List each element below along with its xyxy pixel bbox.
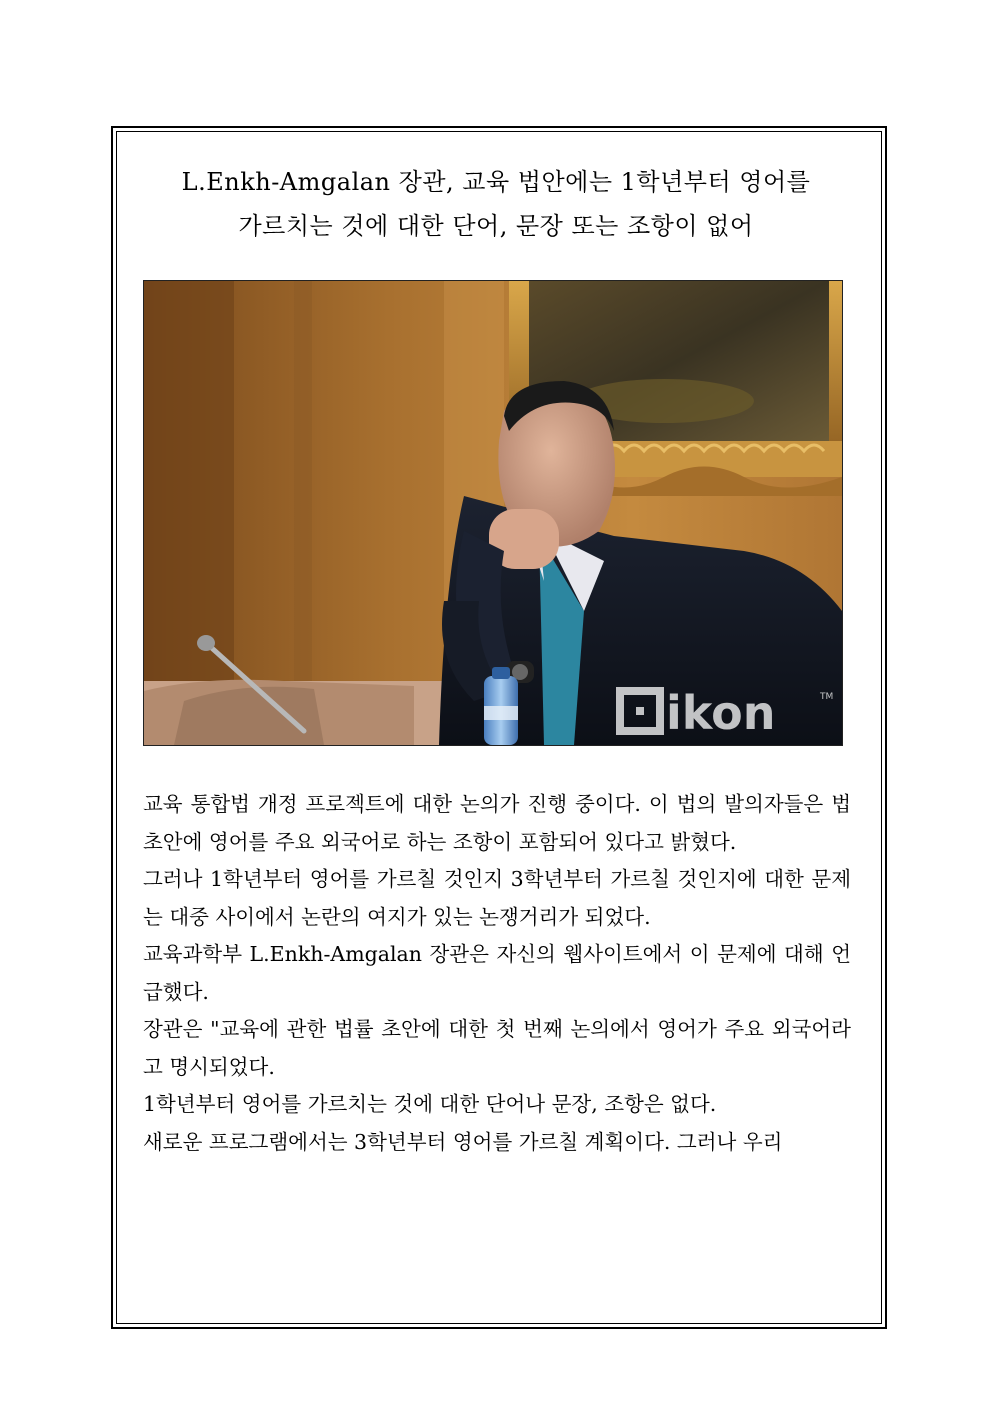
paragraph-4: 장관은 "교육에 관한 법률 초안에 대한 첫 번째 논의에서 영어가 주요 외국어라고 명시되었다. xyxy=(143,1017,851,1079)
article-body xyxy=(143,786,851,1161)
article-title xyxy=(140,160,852,248)
paragraph-1: 교육 통합법 개정 프로젝트에 대한 논의가 진행 중이다. 이 법의 발의자들은 법 초안에 영어를 주요 외국어로 하는 조항이 포함되어 있다고 밝혔다. xyxy=(143,792,851,854)
paragraph-2: 그러나 1학년부터 영어를 가르칠 것인지 3학년부터 가르칠 것인지에 대한 문제는 대중 사이에서 논란의 여지가 있는 논쟁거리가 되었다. xyxy=(143,867,851,929)
watermark-tm: TM xyxy=(820,692,834,702)
title-line-1: L.Enkh-Amgalan 장관, 교육 법안에는 1학년부터 영어를 xyxy=(181,168,811,196)
paragraph-3: 교육과학부 L.Enkh-Amgalan 장관은 자신의 웹사이트에서 이 문제에 대해 언급했다. xyxy=(143,942,851,1004)
paragraph-6: 새로운 프로그램에서는 3학년부터 영어를 가르칠 계획이다. 그러나 우리 xyxy=(143,1129,783,1154)
paragraph-5: 1학년부터 영어를 가르치는 것에 대한 단어나 문장, 조항은 없다. xyxy=(143,1092,717,1116)
watermark-text: ikon xyxy=(666,686,776,740)
article-photo xyxy=(143,280,843,746)
title-line-2: 가르치는 것에 대한 단어, 문장 또는 조항이 없어 xyxy=(238,212,754,240)
